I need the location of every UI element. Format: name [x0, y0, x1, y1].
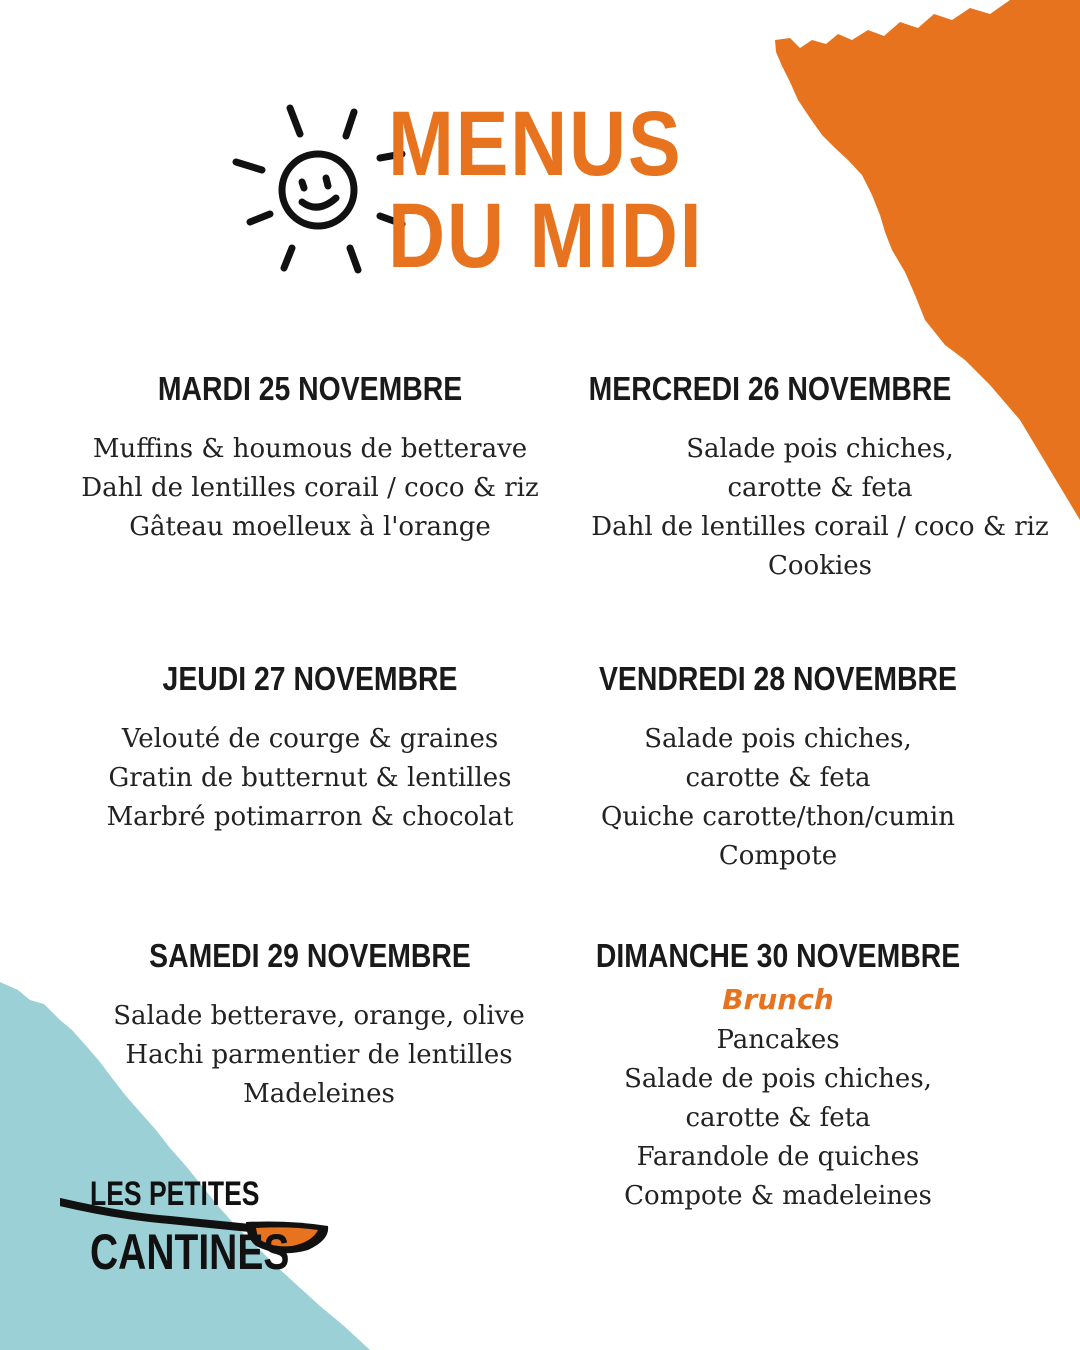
day-title: SAMEDI 29 NOVEMBRE: [149, 937, 471, 974]
menu-item: Salade pois chiches,: [686, 434, 954, 464]
menu-item: Cookies: [768, 551, 872, 581]
menu-list: [580, 430, 1060, 586]
menu-item: Pancakes: [716, 1025, 840, 1055]
menu-item: Madeleines: [243, 1079, 395, 1109]
day-menu-jeudi: [50, 660, 570, 837]
menu-list: [50, 997, 570, 1114]
menu-list: [518, 720, 1038, 876]
day-menu-vendredi: [518, 660, 1038, 876]
menu-item: Salade pois chiches,: [644, 724, 912, 754]
menu-item: carotte & feta: [685, 1103, 871, 1133]
menu-item: Velouté de courge & graines: [121, 724, 499, 754]
logo-line-2: CANTINES: [90, 1224, 290, 1280]
day-menu-mercredi: [540, 370, 1060, 586]
day-menu-dimanche: [518, 937, 1038, 1216]
menu-item: carotte & feta: [727, 473, 913, 503]
day-title: MARDI 25 NOVEMBRE: [157, 370, 463, 407]
menu-item: Compote: [718, 841, 838, 871]
title-line-2: DU MIDI: [388, 185, 704, 287]
menu-item: carotte & feta: [685, 763, 871, 793]
menu-item: Muffins & houmous de betterave: [92, 434, 528, 464]
les-petites-cantines-logo: [60, 1176, 340, 1286]
menu-item: Hachi parmentier de lentilles: [125, 1040, 513, 1070]
day-menu-samedi: [50, 937, 570, 1114]
menu-item: Marbré potimarron & chocolat: [106, 802, 514, 832]
logo-line-1: LES PETITES: [90, 1175, 260, 1213]
menu-item: Farandole de quiches: [636, 1142, 920, 1172]
menu-item: Salade de pois chiches,: [624, 1064, 932, 1094]
menu-item: Quiche carotte/thon/cumin: [601, 802, 955, 832]
day-title: MERCREDI 26 NOVEMBRE: [588, 370, 952, 407]
menu-list: [518, 1021, 1038, 1216]
day-title: VENDREDI 28 NOVEMBRE: [598, 660, 957, 697]
menu-item: Compote & madeleines: [624, 1181, 932, 1211]
day-menu-mardi: [50, 370, 570, 547]
brunch-label: Brunch: [722, 983, 834, 1016]
page-title: [388, 93, 704, 287]
menu-item: Gratin de butternut & lentilles: [108, 763, 512, 793]
menu-item: Dahl de lentilles corail / coco & riz: [591, 512, 1049, 542]
day-title: DIMANCHE 30 NOVEMBRE: [595, 937, 961, 974]
title-line-1: MENUS: [388, 93, 683, 195]
menu-list: [50, 430, 570, 547]
day-title: JEUDI 27 NOVEMBRE: [162, 660, 458, 697]
menu-list: [50, 720, 570, 837]
menu-item: Gâteau moelleux à l'orange: [129, 512, 491, 542]
menu-item: Dahl de lentilles corail / coco & riz: [81, 473, 539, 503]
menu-item: Salade betterave, orange, olive: [113, 1001, 525, 1031]
